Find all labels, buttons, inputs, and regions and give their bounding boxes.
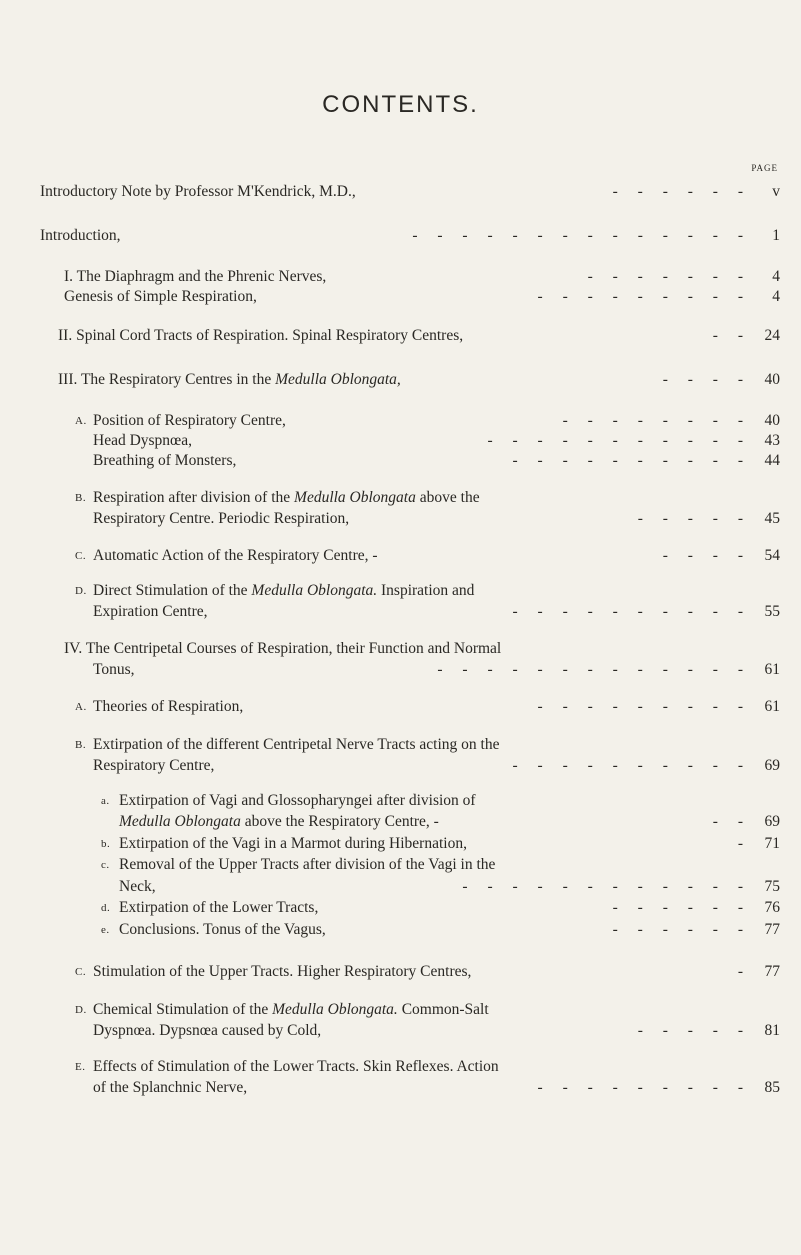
entry-text: Respiratory Centre,: [93, 757, 215, 774]
entry-text: Direct Stimulation of the: [93, 582, 252, 599]
entry-title: [64, 268, 326, 286]
entry-title: [93, 1022, 321, 1040]
dot-leader: - - - - - - - - - -: [512, 603, 751, 620]
entry-text: III. The Respiratory Centres in the: [58, 371, 276, 388]
entry-italic-text: Medulla Oblongata,: [275, 371, 401, 388]
page-number: 77: [764, 963, 780, 980]
entry-text: Conclusions. Tonus of the Vagus,: [119, 921, 326, 938]
entry-text: Expiration Centre,: [93, 603, 208, 620]
page-number: 71: [764, 835, 780, 852]
page-number: 44: [764, 452, 780, 469]
page-column-header: PAGE: [751, 163, 778, 173]
entry-title: [93, 661, 135, 679]
dot-leader: - - - - -: [637, 510, 751, 527]
entry-label: A.: [75, 415, 87, 427]
entry-text: Tonus,: [93, 661, 135, 678]
entry-text: Removal of the Upper Tracts after division of the Vagi in the: [119, 856, 496, 873]
entry-title: [64, 640, 501, 658]
entry-title: [93, 432, 192, 450]
entry-title: [93, 547, 378, 565]
dot-leader: - - - - - - - - - -: [512, 757, 751, 774]
entry-text: Extirpation of the Lower Tracts,: [119, 899, 319, 916]
dot-leader: - - - - - -: [612, 899, 751, 916]
entry-text: Position of Respiratory Centre,: [93, 412, 286, 429]
entry-text: Neck,: [119, 878, 156, 895]
page-title: CONTENTS.: [322, 91, 479, 118]
entry-text: above the Respiratory Centre, -: [240, 813, 439, 830]
entry-label: E.: [75, 1061, 86, 1073]
page-number: 81: [764, 1022, 780, 1039]
dot-leader: - - - - - - - - - -: [512, 452, 751, 469]
page-number: 61: [764, 661, 780, 678]
entry-label: a.: [101, 795, 110, 807]
entry-text: above the: [415, 489, 480, 506]
entry-text: Chemical Stimulation of the: [93, 1001, 273, 1018]
entry-italic-text: Medulla Oblongata: [294, 489, 416, 506]
entry-text: Extirpation of the Vagi in a Marmot during Hibernation,: [119, 835, 467, 852]
entry-label: D.: [75, 1004, 87, 1016]
entry-title: [93, 603, 208, 621]
page-number: 54: [764, 547, 780, 564]
entry-title: [119, 813, 439, 831]
entry-title: [93, 963, 471, 981]
entry-label: B.: [75, 492, 87, 504]
entry-text: Genesis of Simple Respiration,: [64, 288, 257, 305]
entry-title: [40, 227, 121, 245]
entry-text: Stimulation of the Upper Tracts. Higher Respiratory Centres,: [93, 963, 472, 980]
dot-leader: - -: [712, 327, 751, 344]
page-number: 40: [764, 412, 780, 429]
entry-title: [119, 856, 495, 874]
dot-leader: - - - - - - - - -: [537, 698, 751, 715]
entry-title: [119, 835, 467, 853]
entry-title: [119, 921, 326, 939]
entry-text: I. The Diaphragm and the Phrenic Nerves,: [64, 268, 327, 285]
dot-leader: - - - - - -: [612, 921, 751, 938]
entry-label: c.: [101, 859, 110, 871]
dot-leader: - - - - - -: [612, 183, 751, 200]
entry-text: Extirpation of the different Centripetal Nerve Tracts acting on the: [93, 736, 500, 753]
entry-label: B.: [75, 739, 87, 751]
page-number: 76: [764, 899, 780, 916]
entry-label: e.: [101, 924, 110, 936]
entry-text: Inspiration and: [377, 582, 475, 599]
page-number: 69: [764, 757, 780, 774]
page-number: 4: [772, 288, 780, 305]
entry-label: D.: [75, 585, 87, 597]
entry-label: C.: [75, 966, 87, 978]
entry-text: Introductory Note by Professor M'Kendrick, M.D.,: [40, 183, 356, 200]
entry-italic-text: Medulla Oblongata.: [272, 1001, 398, 1018]
entry-title: [93, 452, 236, 470]
entry-title: [93, 1058, 499, 1076]
page-number: 85: [764, 1079, 780, 1096]
dot-leader: - - - - - - -: [587, 268, 751, 285]
page-number: 43: [764, 432, 780, 449]
page-number: v: [772, 183, 780, 200]
entry-title: [40, 183, 356, 201]
entry-text: Extirpation of Vagi and Glossopharyngei after division of: [119, 792, 476, 809]
entry-text: Breathing of Monsters,: [93, 452, 237, 469]
page-number: 45: [764, 510, 780, 527]
entry-label: b.: [101, 838, 111, 850]
entry-text: Effects of Stimulation of the Lower Tracts. Skin Reflexes. Action: [93, 1058, 499, 1075]
entry-title: [93, 1001, 489, 1019]
dot-leader: - - - - - - - - -: [537, 1079, 751, 1096]
entry-title: [93, 1079, 247, 1097]
entry-title: [58, 327, 463, 345]
entry-text: Automatic Action of the Respiratory Centre, -: [93, 547, 378, 564]
dot-leader: - - - - - - - - - - -: [487, 432, 751, 449]
entry-title: [93, 757, 214, 775]
entry-italic-text: Medulla Oblongata: [119, 813, 241, 830]
page-number: 55: [764, 603, 780, 620]
entry-text: Introduction,: [40, 227, 121, 244]
entry-title: [93, 412, 286, 430]
page-number: 24: [764, 327, 780, 344]
page-number: 61: [764, 698, 780, 715]
dot-leader: - - - - - - - - - - - - -: [437, 661, 751, 678]
page-number: 40: [764, 371, 780, 388]
entry-label: A.: [75, 701, 87, 713]
entry-italic-text: Medulla Oblongata.: [251, 582, 378, 599]
entry-title: [93, 698, 243, 716]
entry-text: Dyspnœa. Dypsnœa caused by Cold,: [93, 1022, 322, 1039]
entry-text: IV. The Centripetal Courses of Respiration, their Function and Normal: [64, 640, 502, 657]
entry-title: [93, 510, 349, 528]
dot-leader: - - - - - - - -: [562, 412, 751, 429]
entry-title: [119, 899, 318, 917]
entry-title: [119, 878, 156, 896]
entry-label: d.: [101, 902, 111, 914]
entry-text: II. Spinal Cord Tracts of Respiration. Spinal Respiratory Centres,: [58, 327, 464, 344]
entry-text: Head Dyspnœa,: [93, 432, 193, 449]
entry-text: Theories of Respiration,: [93, 698, 244, 715]
entry-text: Respiration after division of the: [93, 489, 295, 506]
entry-title: [93, 489, 480, 507]
dot-leader: -: [737, 835, 751, 852]
entry-text: Common-Salt: [397, 1001, 489, 1018]
dot-leader: - - - - -: [637, 1022, 751, 1039]
entry-label: C.: [75, 550, 87, 562]
entry-title: [119, 792, 476, 810]
entry-title: [93, 582, 474, 600]
dot-leader: - - - - - - - - -: [537, 288, 751, 305]
dot-leader: - - - - - - - - - - - - - -: [412, 227, 751, 244]
dot-leader: - - - -: [662, 547, 751, 564]
page-number: 69: [764, 813, 780, 830]
entry-text: of the Splanchnic Nerve,: [93, 1079, 248, 1096]
entry-title: [64, 288, 257, 306]
page-number: 1: [772, 227, 780, 244]
dot-leader: - -: [712, 813, 751, 830]
entry-title: [58, 371, 401, 389]
dot-leader: -: [737, 963, 751, 980]
dot-leader: - - - -: [662, 371, 751, 388]
page-number: 4: [772, 268, 780, 285]
dot-leader: - - - - - - - - - - - -: [462, 878, 751, 895]
entry-title: [93, 736, 499, 754]
page-number: 77: [764, 921, 780, 938]
entry-text: Respiratory Centre. Periodic Respiration,: [93, 510, 350, 527]
page-number: 75: [764, 878, 780, 895]
